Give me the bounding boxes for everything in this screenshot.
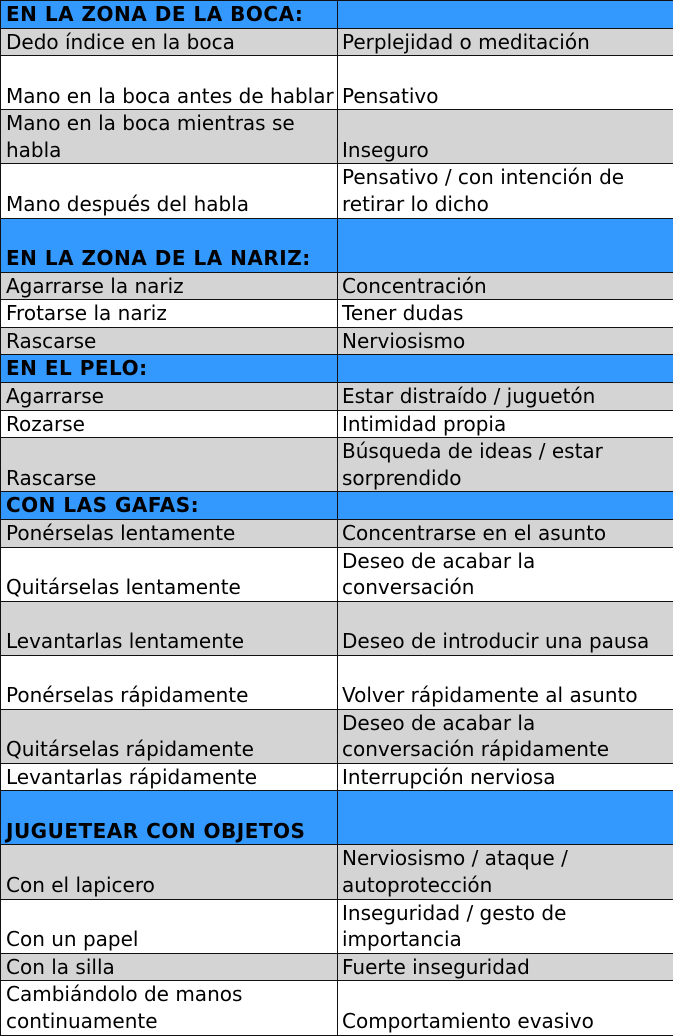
meaning-cell[interactable]: Nerviosismo / ataque / autoprotección [338,845,673,899]
meaning-cell[interactable]: Inseguro [338,110,673,164]
gesture-cell[interactable]: Rascarse [1,438,338,492]
gesture-cell[interactable]: Ponérselas lentamente [1,519,338,547]
section-title-cell[interactable]: CON LAS GAFAS: [1,492,338,520]
section-empty-cell[interactable] [338,1,673,29]
gesture-cell[interactable]: Rozarse [1,410,338,438]
meaning-cell[interactable]: Deseo de introducir una pausa [338,601,673,655]
table-row [1,56,673,110]
gesture-cell[interactable]: Dedo índice en la boca [1,28,338,56]
meaning-cell[interactable]: Nerviosismo [338,327,673,355]
gesture-cell[interactable]: Quitárselas lentamente [1,547,338,601]
table-row [1,981,673,1035]
table-row [1,28,673,56]
meaning-cell[interactable]: Comportamiento evasivo [338,981,673,1035]
meaning-cell[interactable]: Deseo de acabar la conversación [338,547,673,601]
table-row [1,110,673,164]
table-row [1,300,673,328]
gesture-cell[interactable]: Quitárselas rápidamente [1,709,338,763]
section-header-row [1,355,673,383]
section-header-row [1,791,673,845]
meaning-cell[interactable]: Volver rápidamente al asunto [338,655,673,709]
gesture-cell[interactable]: Ponérselas rápidamente [1,655,338,709]
section-empty-cell[interactable] [338,791,673,845]
section-title-cell[interactable]: EN LA ZONA DE LA NARIZ: [1,218,338,272]
meaning-cell[interactable]: Fuerte inseguridad [338,953,673,981]
section-title-cell[interactable]: EN LA ZONA DE LA BOCA: [1,1,338,29]
table-row [1,519,673,547]
section-empty-cell[interactable] [338,492,673,520]
meaning-cell[interactable]: Pensativo [338,56,673,110]
gesture-cell[interactable]: Mano después del habla [1,164,338,218]
meaning-cell[interactable]: Interrupción nerviosa [338,763,673,791]
section-empty-cell[interactable] [338,355,673,383]
gesture-cell[interactable]: Levantarlas lentamente [1,601,338,655]
gesture-cell[interactable]: Con un papel [1,899,338,953]
gesture-cell[interactable]: Cambiándolo de manos continuamente [1,981,338,1035]
meaning-cell[interactable]: Deseo de acabar la conversación rápidamente [338,709,673,763]
section-title-cell[interactable]: EN EL PELO: [1,355,338,383]
table-row [1,382,673,410]
meaning-cell[interactable]: Búsqueda de ideas / estar sorprendido [338,438,673,492]
table-row [1,272,673,300]
meaning-cell[interactable]: Inseguridad / gesto de importancia [338,899,673,953]
gesture-cell[interactable]: Con la silla [1,953,338,981]
table-row [1,899,673,953]
gesture-cell[interactable]: Con el lapicero [1,845,338,899]
table-row [1,601,673,655]
gesture-cell[interactable]: Levantarlas rápidamente [1,763,338,791]
table-row [1,763,673,791]
table-row [1,655,673,709]
table-row [1,845,673,899]
section-title-cell[interactable]: JUGUETEAR CON OBJETOS [1,791,338,845]
table-row [1,547,673,601]
section-header-row [1,1,673,29]
meaning-cell[interactable]: Intimidad propia [338,410,673,438]
meaning-cell[interactable]: Concentración [338,272,673,300]
gesture-cell[interactable]: Mano en la boca antes de hablar [1,56,338,110]
meaning-cell[interactable]: Estar distraído / juguetón [338,382,673,410]
table-row [1,164,673,218]
gesture-cell[interactable]: Mano en la boca mientras se habla [1,110,338,164]
table-row [1,709,673,763]
gesture-cell[interactable]: Agarrarse la nariz [1,272,338,300]
gesture-cell[interactable]: Rascarse [1,327,338,355]
table-row [1,438,673,492]
table-row [1,953,673,981]
table-row [1,410,673,438]
table-row [1,327,673,355]
meaning-cell[interactable]: Pensativo / con intención de retirar lo dicho [338,164,673,218]
meaning-cell[interactable]: Concentrarse en el asunto [338,519,673,547]
meaning-cell[interactable]: Perplejidad o meditación [338,28,673,56]
meaning-cell[interactable]: Tener dudas [338,300,673,328]
section-empty-cell[interactable] [338,218,673,272]
gesture-cell[interactable]: Agarrarse [1,382,338,410]
section-header-row [1,218,673,272]
gesture-cell[interactable]: Frotarse la nariz [1,300,338,328]
section-header-row [1,492,673,520]
